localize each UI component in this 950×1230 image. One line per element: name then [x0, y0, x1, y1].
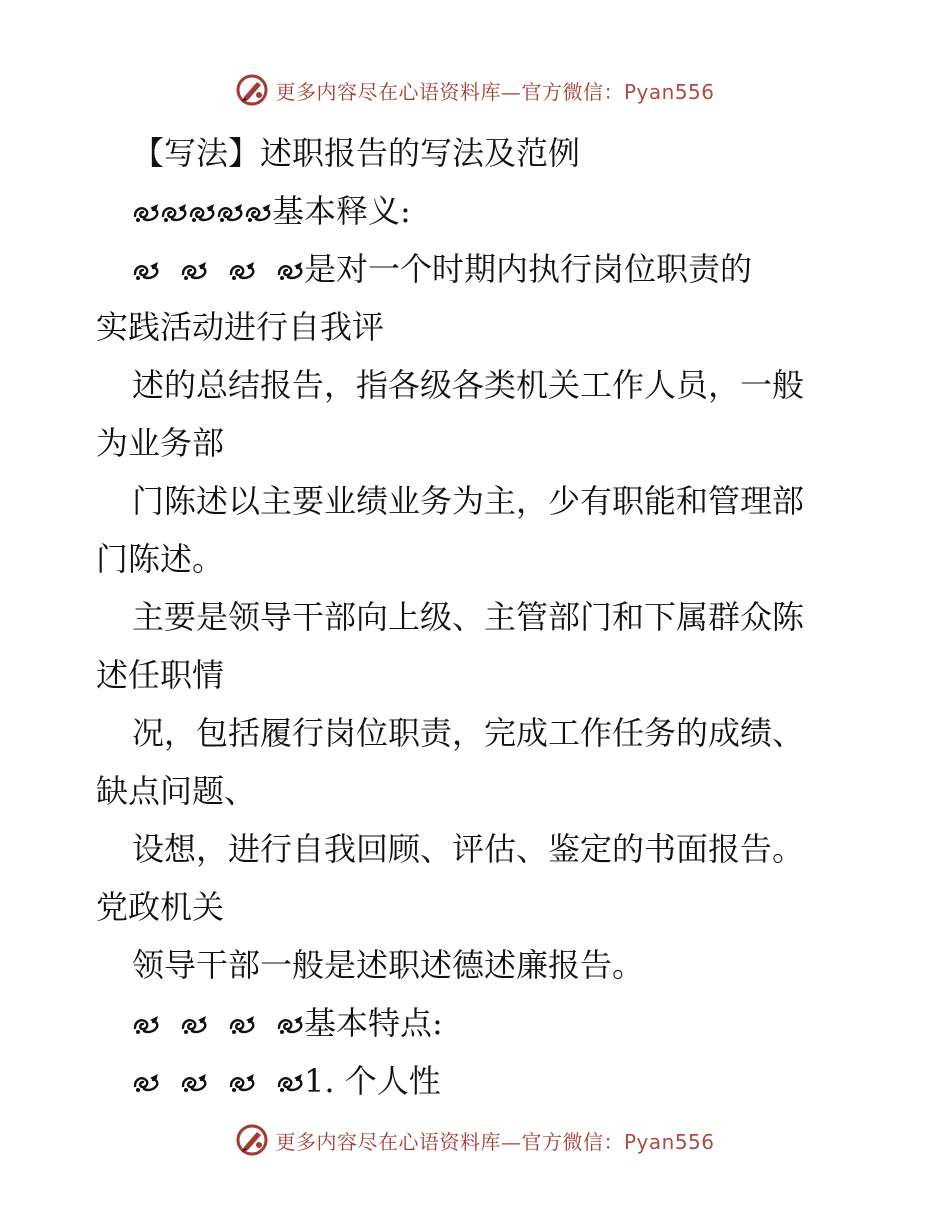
fleuron-icon — [228, 1014, 256, 1036]
list-item-text: 1. 个人性 — [304, 1062, 441, 1100]
footer-watermark — [0, 1120, 950, 1160]
fleuron-icon — [188, 202, 216, 224]
watermark-wechat: Pyan556 — [623, 79, 715, 104]
watermark-wechat: Pyan556 — [623, 1129, 715, 1154]
bullet-group — [132, 240, 304, 298]
bullet-group — [132, 1052, 304, 1110]
paragraph-line: 缺点问题、 — [96, 772, 257, 810]
fleuron-icon — [276, 1014, 304, 1036]
fleuron-icon — [132, 260, 160, 282]
header-watermark — [0, 70, 950, 110]
fleuron-icon — [244, 202, 272, 224]
fleuron-icon — [276, 260, 304, 282]
fleuron-icon — [180, 260, 208, 282]
watermark-text: 更多内容尽在心语资料库—官方微信： — [275, 1129, 624, 1154]
paragraph-line: 设想，进行自我回顾、评估、鉴定的书面报告。 — [132, 830, 805, 868]
fleuron-icon — [180, 1072, 208, 1094]
pen-seal-icon — [235, 73, 269, 107]
fleuron-icon — [160, 202, 188, 224]
paragraph-line: 况，包括履行岗位职责，完成工作任务的成绩、 — [132, 714, 805, 752]
document-title: 【写法】述职报告的写法及范例 — [132, 134, 581, 172]
document-body — [96, 124, 856, 1110]
paragraph-line: 为业务部 — [96, 424, 225, 462]
fleuron-icon — [132, 1072, 160, 1094]
section-heading-features — [96, 994, 856, 1052]
paragraph-line: 党政机关 — [96, 888, 225, 926]
fleuron-icon — [228, 1072, 256, 1094]
paragraph-line: 实践活动进行自我评 — [96, 308, 385, 346]
paragraph-text: 是对一个时期内执行岗位职责的 — [304, 250, 753, 288]
paragraph-line — [96, 240, 856, 298]
fleuron-icon — [276, 1072, 304, 1094]
paragraph-line: 述任职情 — [96, 656, 225, 694]
fleuron-icon — [180, 1014, 208, 1036]
bullet-group — [132, 182, 272, 240]
section-heading-text: 基本特点: — [304, 1004, 443, 1042]
pen-seal-icon — [235, 1123, 269, 1157]
section-heading-text: 基本释义: — [272, 192, 411, 230]
bullet-group — [132, 994, 304, 1052]
paragraph-line: 主要是领导干部向上级、主管部门和下属群众陈 — [132, 598, 805, 636]
paragraph-line: 门陈述以主要业绩业务为主，少有职能和管理部 — [132, 482, 805, 520]
fleuron-icon — [132, 202, 160, 224]
fleuron-icon — [132, 1014, 160, 1036]
paragraph-line: 门陈述。 — [96, 540, 225, 578]
watermark-text: 更多内容尽在心语资料库—官方微信： — [275, 79, 624, 104]
fleuron-icon — [228, 260, 256, 282]
section-heading-definition — [96, 182, 856, 240]
list-item — [96, 1052, 856, 1110]
paragraph-line: 领导干部一般是述职述德述廉报告。 — [132, 946, 645, 984]
fleuron-icon — [216, 202, 244, 224]
paragraph-line: 述的总结报告，指各级各类机关工作人员，一般 — [132, 366, 805, 404]
